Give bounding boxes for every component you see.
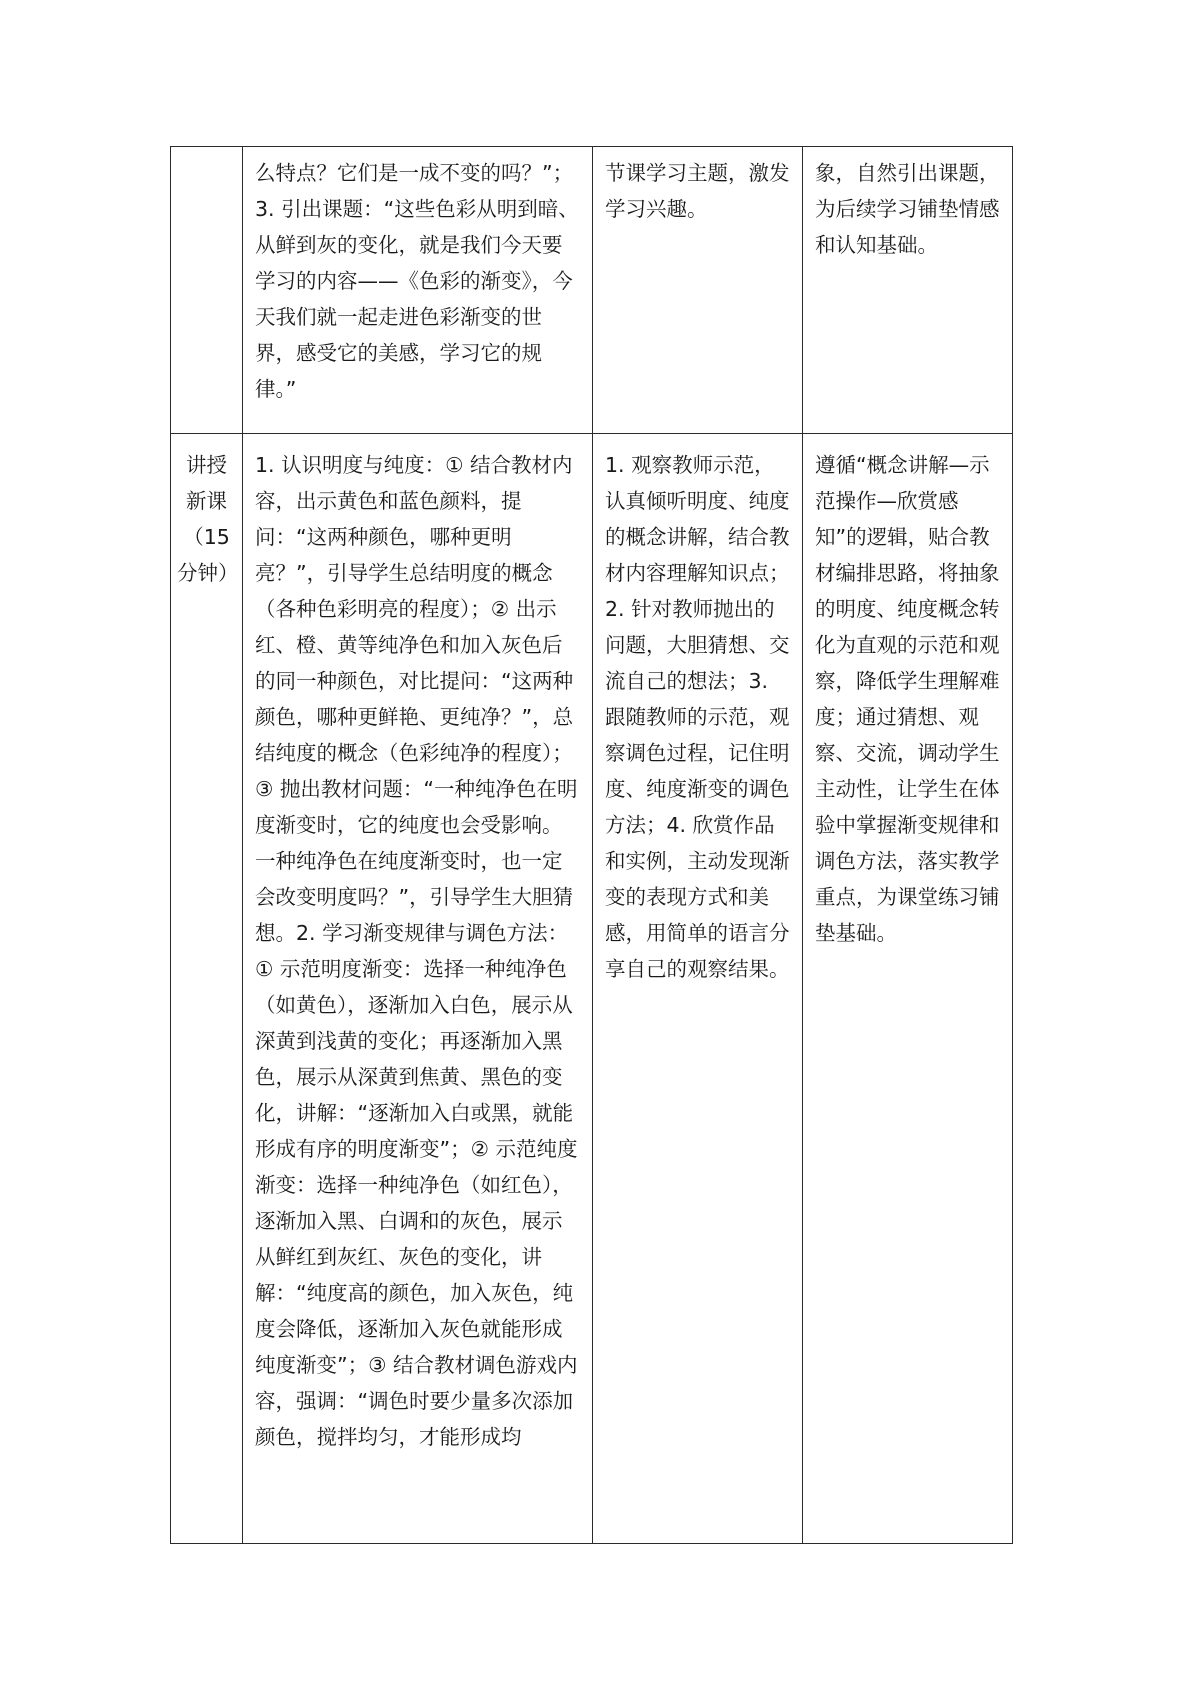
student-activity-text: 1. 观察教师示范，认真倾听明度、纯度的概念讲解，结合教材内容理解知识点；2. 针对教师抛出的问题，大胆猜想、交流自己的想法；3. 跟随教师的示范，观察调色过程，记住明度、纯度渐变的调色方法；4. 欣赏作品和实例，主动发现渐变的表现方式和美感，用简单的语言分享自己的观察结果。: [605, 453, 790, 981]
teacher-activity-text: 么特点？它们是一成不变的吗？”；3. 引出课题：“这些色彩从明到暗、从鲜到灰的变化，就是我们今天要学习的内容——《色彩的渐变》，今天我们就一起走进色彩渐变的世界，感受它的美感，学习它的规律。”: [255, 161, 579, 401]
teacher-activity-text: 1. 认识明度与纯度：① 结合教材内容，出示黄色和蓝色颜料，提问：“这两种颜色，哪种更明亮？”，引导学生总结明度的概念（各种色彩明亮的程度）；② 出示红、橙、黄等纯净色和加入灰色后的同一种颜色，对比提问：“这两种颜色，哪种更鲜艳、更纯净？”，总结纯度的概念（色彩纯净的程度）；③ 抛出教材问题：“一种纯净色在明度渐变时，它的纯度也会受影响。一种纯净色在纯度渐变时，也一定会改变明度吗？”，引导学生大胆猜想。2. 学习渐变规律与调色方法：① 示范明度渐变：选择一种纯净色（如黄色），逐渐加入白色，展示从深黄到浅黄的变化；再逐渐加入黑色，展示从深黄到焦黄、黑色的变化，讲解：“逐渐加入白或黑，就能形成有序的明度渐变”；② 示范纯度渐变：选择一种纯净色（如红色），逐渐加入黑、白调和的灰色，展示从鲜红到灰红、灰色的变化，讲解：“纯度高的颜色，加入灰色，纯度会降低，逐渐加入灰色就能形成纯度渐变”；③ 结合教材调色游戏内容，强调：“调色时要少量多次添加颜色，搅拌均匀，才能形成均: [255, 453, 578, 1449]
student-activity-text: 节课学习主题，激发学习兴趣。: [605, 161, 790, 221]
table-row: [171, 434, 1013, 1544]
stage-text: 讲授新课（15分钟）: [177, 453, 239, 585]
design-intent-cell: [803, 434, 1013, 1544]
teacher-activity-cell: [243, 147, 593, 434]
student-activity-cell: [593, 434, 803, 1544]
lesson-plan-table: [170, 146, 1013, 1544]
design-intent-text: 遵循“概念讲解—示范操作—欣赏感知”的逻辑，贴合教材编排思路，将抽象的明度、纯度概念转化为直观的示范和观察，降低学生理解难度；通过猜想、观察、交流，调动学生主动性，让学生在体验中掌握渐变规律和调色方法，落实教学重点，为课堂练习铺垫基础。: [815, 453, 1000, 945]
table-row: [171, 147, 1013, 434]
teacher-activity-cell: [243, 434, 593, 1544]
student-activity-cell: [593, 147, 803, 434]
stage-cell: [171, 434, 243, 1544]
design-intent-cell: [803, 147, 1013, 434]
stage-cell: [171, 147, 243, 434]
design-intent-text: 象，自然引出课题，为后续学习铺垫情感和认知基础。: [815, 161, 1000, 257]
